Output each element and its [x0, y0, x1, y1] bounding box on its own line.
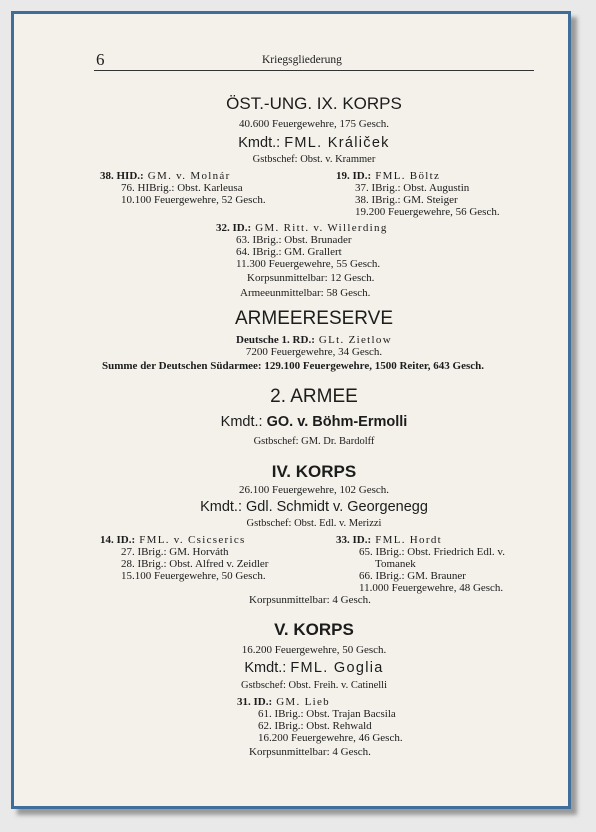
hid38-brigade: 76. HIBrig.: Obst. Karleusa [121, 182, 243, 194]
id33-brigade-65: 65. IBrig.: Obst. Friedrich Edl. v. [359, 546, 505, 558]
page-frame [11, 11, 571, 809]
id32-strength: 11.300 Feuergewehre, 55 Gesch. [236, 258, 381, 270]
korps5-strength: 16.200 Feuergewehre, 50 Gesch. [241, 644, 387, 656]
armee2-chief-of-staff: Gstbschef: GM. Dr. Bardolff [253, 436, 375, 447]
id33-header: 33. ID.: FML. Hordt [336, 534, 442, 546]
id31-brigade-61: 61. IBrig.: Obst. Trajan Bacsila [258, 708, 396, 720]
korps4-korpsunmittelbar: Korpsunmittelbar: 4 Gesch. [249, 594, 371, 606]
id32-brigade-64: 64. IBrig.: GM. Grallert [236, 246, 342, 258]
id19-brigade-37: 37. IBrig.: Obst. Augustin [355, 182, 470, 194]
id33-brigade-66: 66. IBrig.: GM. Brauner [359, 570, 466, 582]
id31-strength: 16.200 Feuergewehre, 46 Gesch. [258, 732, 403, 744]
document-page [14, 14, 568, 806]
korps4-commander: Kmdt.: Gdl. Schmidt v. Georgenegg [200, 499, 428, 515]
armee2-title: 2. ARMEE [270, 386, 358, 407]
id19-brigade-38: 38. IBrig.: GM. Steiger [355, 194, 458, 206]
id19-header: 19. ID.: FML. Böltz [336, 170, 441, 182]
id31-brigade-62: 62. IBrig.: Obst. Rehwald [258, 720, 372, 732]
running-title: Kriegsgliederung [262, 54, 342, 66]
id33-brigade-65-cont: Tomanek [375, 558, 416, 570]
korps5-commander: Kmdt.: FML. Goglia [244, 660, 384, 676]
id19-strength: 19.200 Feuergewehre, 56 Gesch. [355, 206, 500, 218]
id14-strength: 15.100 Feuergewehre, 50 Gesch. [121, 570, 266, 582]
korps4-chief-of-staff: Gstbschef: Obst. Edl. v. Merizzi [246, 518, 382, 529]
id14-brigade-28: 28. IBrig.: Obst. Alfred v. Zeidler [121, 558, 269, 570]
southern-army-total: Summe der Deutschen Südarmee: 129.100 Feuergewehre, 1500 Reiter, 643 Gesch. [102, 360, 484, 372]
header-rule [94, 70, 534, 71]
korps4-strength: 26.100 Feuergewehre, 102 Gesch. [238, 484, 390, 496]
reserve-strength: 7200 Feuergewehre, 34 Gesch. [245, 346, 383, 358]
id14-header: 14. ID.: FML. v. Csicserics [100, 534, 246, 546]
id31-header: 31. ID.: GM. Lieb [237, 696, 330, 708]
korps9-korpsunmittelbar: Korpsunmittelbar: 12 Gesch. [247, 272, 375, 284]
id33-strength: 11.000 Feuergewehre, 48 Gesch. [359, 582, 504, 594]
id14-brigade-27: 27. IBrig.: GM. Horváth [121, 546, 229, 558]
korps9-commander: Kmdt.: FML. Králiček [238, 135, 390, 151]
page-number: 6 [96, 50, 105, 69]
armee2-commander: Kmdt.: GO. v. Böhm-Ermolli [220, 414, 408, 430]
korps9-title: ÖST.-UNG. IX. KORPS [226, 94, 402, 113]
korps4-title: IV. KORPS [271, 462, 357, 481]
id32-brigade-63: 63. IBrig.: Obst. Brunader [236, 234, 352, 246]
reserve-title: ARMEERESERVE [234, 308, 394, 329]
korps5-title: V. KORPS [274, 620, 354, 639]
reserve-division: Deutsche 1. RD.: GLt. Zietlow [236, 334, 392, 346]
hid38-strength: 10.100 Feuergewehre, 52 Gesch. [121, 194, 266, 206]
hid38-header: 38. HID.: GM. v. Molnár [100, 170, 231, 182]
korps9-strength: 40.600 Feuergewehre, 175 Gesch. [238, 118, 390, 130]
korps5-korpsunmittelbar: Korpsunmittelbar: 4 Gesch. [249, 746, 371, 758]
korps9-chief-of-staff: Gstbschef: Obst. v. Krammer [252, 154, 376, 165]
id32-header: 32. ID.: GM. Ritt. v. Willerding [216, 222, 388, 234]
korps5-chief-of-staff: Gstbschef: Obst. Freih. v. Catinelli [240, 680, 387, 691]
korps9-armeeunmittelbar: Armeeunmittelbar: 58 Gesch. [240, 287, 371, 299]
